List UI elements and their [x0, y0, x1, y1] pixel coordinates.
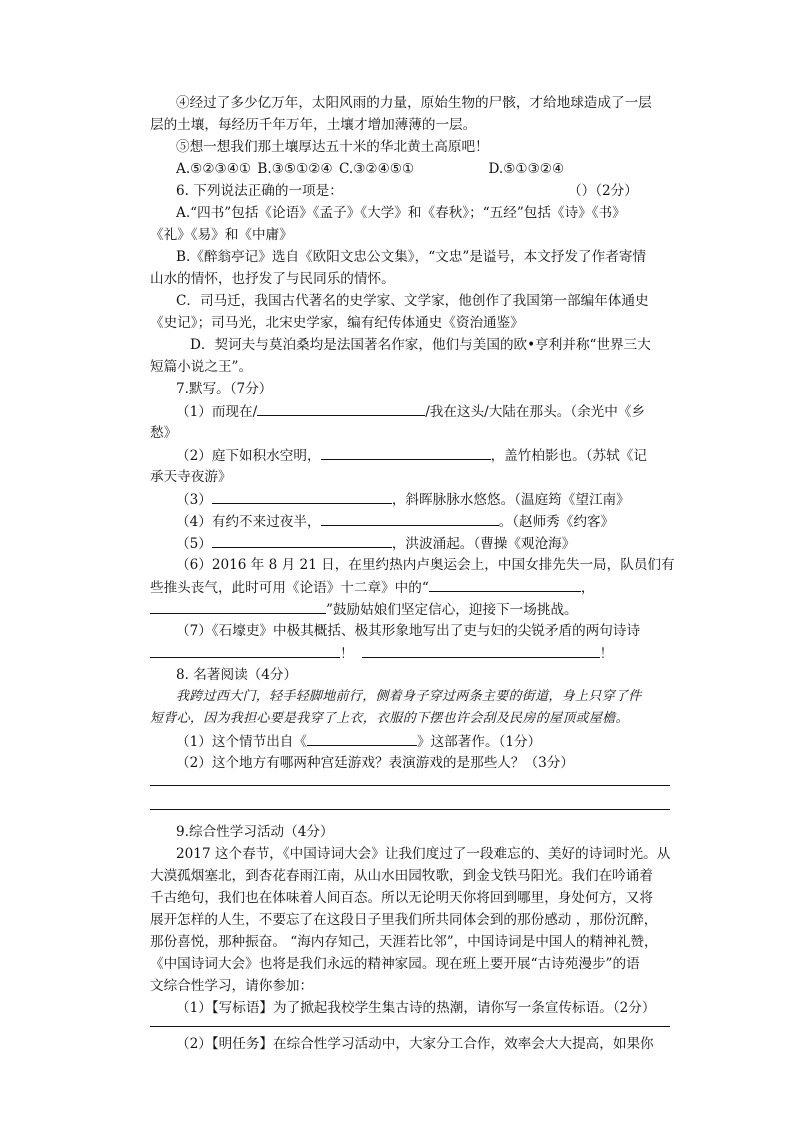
q7-s6-prefix: 些推头丧气，此时可用《论语》十二章》中的“: [150, 580, 429, 596]
q8-s1: [176, 731, 541, 752]
q7-s4-prefix: （4）有约不来过夜半，: [176, 514, 321, 530]
q7-s2-blank[interactable]: [321, 445, 491, 460]
q7-s2-prefix: （2）庭下如积水空明，: [176, 448, 321, 464]
q7-s1-cont: 愁》: [150, 425, 178, 441]
q7-s6-suffix: ”鼓励姑娘们坚定信心，迎接下一场挑战。: [326, 602, 578, 618]
q7-s7-blank-1[interactable]: [150, 643, 340, 658]
q7-s7-answer: [150, 643, 613, 664]
q8-s1-prefix: （1）这个情节出自《: [176, 734, 307, 750]
q5-option-c: C.③②④⑤①: [338, 161, 415, 177]
q7-s6-blank-1[interactable]: [429, 577, 581, 592]
q8-s1-suffix: 》这部著作。（1分）: [417, 734, 542, 750]
q7-s5-blank[interactable]: [212, 533, 392, 548]
q9-passage-line5: 那份喜悦，那种振奋。 “海内存知己，天涯若比邻”，中国诗词是中国人的精神礼赞，: [150, 934, 658, 950]
q7-s6-line3: [150, 599, 578, 620]
q7-s6-comma: ，: [580, 580, 595, 596]
q7-s5: [176, 533, 575, 554]
q9-stem: 9.综合性学习活动（4分）: [176, 824, 334, 840]
q5-options: [176, 159, 564, 179]
q5-option-a: A.⑤②③④①: [176, 161, 252, 177]
q6-option-b-line2: 山水的情怀，也抒发了与民同乐的情怀。: [150, 271, 395, 287]
q7-s7-blank-2[interactable]: [362, 643, 600, 658]
q5-item4-line1: ④经过了多少亿万年，太阳风雨的力量，原始生物的尸骸，才给地球造成了一层: [176, 95, 652, 111]
q6-option-c-line1: C．司马迁，我国古代著名的史学家、文学家，他创作了我国第一部编年体通史: [176, 293, 649, 309]
q9-passage-line4: 展开怎样的人生，不要忘了在这段日子里我们所共同体会到的那份感动 ，那份沉醉，: [150, 912, 658, 928]
q7-s1-suffix: /我在这头/大陆在那头。（余光中《乡: [425, 404, 646, 420]
q8-excerpt-line2: 短背心，因为我担心要是我穿了上衣，衣服的下摆也许会刮及民房的屋顶或屋檐。: [150, 711, 629, 726]
q6-option-a-line1: A.“四书”包括《论语》《孟子》《大学》和《春秋》；“五经”包括《诗》《书》: [176, 205, 626, 221]
q7-stem: 7.默写。（7分）: [176, 381, 273, 397]
q7-s6-line2: [150, 577, 594, 598]
q6-option-c-line2: 《史记》；司马光，北宋史学家，编有纪传体通史《资治通鉴》: [150, 315, 524, 331]
q9-task2: （2）【明任务】在综合性学习活动中，大家分工合作，效率会大大提高，如果你: [176, 1036, 654, 1052]
q6-option-b-line1: B.《醉翁亭记》选自《欧阳文忠公文集》，“文忠”是谥号，本文抒发了作者寄情: [176, 249, 647, 265]
q7-s2-cont: 承天寺夜游》: [150, 469, 232, 485]
q5-item4-line2: 层的土壤，每经历千年万年，土壤才增加薄薄的一层。: [150, 117, 477, 133]
q8-answer-line-2[interactable]: [150, 809, 670, 810]
q8-s1-blank[interactable]: [307, 731, 417, 746]
q6-option-d-line1: D．契诃夫与莫泊桑均是法国著名作家，他们与美国的欧•亨利并称“世界三大: [190, 337, 651, 353]
q7-s2-suffix: ，盖竹柏影也。（苏轼《记: [490, 448, 647, 464]
q8-excerpt-line1: 我跨过西大门，轻手轻脚地前行，侧着身子穿过两条主要的街道，身上只穿了件: [176, 689, 642, 704]
q9-task1: （1）【写标语】为了掀起我校学生集古诗的热潮，请你写一条宣传标语。（2分）: [176, 1000, 656, 1016]
q8-stem: 8. 名著阅读（4分）: [176, 667, 298, 683]
q5-option-b: B.③⑤①②④: [257, 161, 333, 177]
q7-s4-suffix: 。（赵师秀《约客》: [498, 514, 615, 530]
q7-s3: [176, 489, 630, 510]
q7-s6-line1: （6）2016 年 8 月 21 日，在里约热内卢奥运会上，中国女排先失一局，队员们有: [176, 557, 675, 573]
q6-option-d-line2: 短篇小说之王”。: [150, 359, 253, 375]
q7-s7-exclaim-2: ！: [599, 646, 614, 662]
q7-s3-prefix: （3）: [176, 492, 212, 508]
q7-s5-suffix: ，洪波涌起。（曹操《观沧海》: [391, 536, 576, 552]
q6-stem: 6. 下列说法正确的一项是：: [176, 183, 343, 199]
q7-s4: [176, 511, 614, 532]
q7-s7-exclaim-1: ！: [340, 646, 354, 662]
q9-passage-line7: 文综合性学习，请你参加：: [150, 978, 314, 994]
q7-s6-blank-2[interactable]: [150, 599, 326, 614]
q5-item5: ⑤想一想我们那土壤厚达五十米的华北黄土高原吧！: [176, 139, 489, 155]
q7-s1: [176, 401, 645, 422]
q7-s1-prefix: （1）而现在/: [176, 404, 258, 420]
q6-option-a-line2: 《礼》《易》和《中庸》: [150, 227, 293, 243]
q7-s4-blank[interactable]: [321, 511, 499, 526]
q7-s3-suffix: ，斜晖脉脉水悠悠。（温庭筠《望江南》: [391, 492, 630, 508]
q7-s2: [176, 445, 647, 466]
q7-s7: （7）《石壕吏》中极其概括、极其形象地写出了吏与妇的尖锐矛盾的两句诗诗: [176, 623, 641, 639]
q7-s1-blank[interactable]: [257, 401, 425, 416]
q8-answer-line-1[interactable]: [150, 785, 670, 786]
q7-s3-blank[interactable]: [212, 489, 392, 504]
q9-passage-line2: 大漠孤烟塞北，到杏花春雨江南，从山水田园牧歌，到金戈铁马阳光。我们在吟诵着: [150, 868, 653, 884]
q7-s5-prefix: （5）: [176, 536, 212, 552]
q8-s2: （2）这个地方有哪两种宫廷游戏？表演游戏的是那些人？（3分）: [176, 755, 574, 771]
q9-passage-line6: 《中国诗词大会》也将是我们永远的精神家园。现在班上要开展“古诗苑漫步”的语: [150, 956, 640, 972]
q9-passage-line1: 2017 这个春节，《中国诗词大会》让我们度过了一段难忘的、美好的诗词时光。从: [176, 846, 671, 862]
q9-passage-line3: 千古绝句，我们也在体味着人间百态。所以无论明天你将回到哪里，身处何方，又将: [150, 890, 653, 906]
q5-option-d: D.⑤①③②④: [488, 161, 565, 177]
q9-task1-answer-line[interactable]: [150, 1026, 670, 1027]
q6-score: （）（2分）: [568, 183, 638, 199]
